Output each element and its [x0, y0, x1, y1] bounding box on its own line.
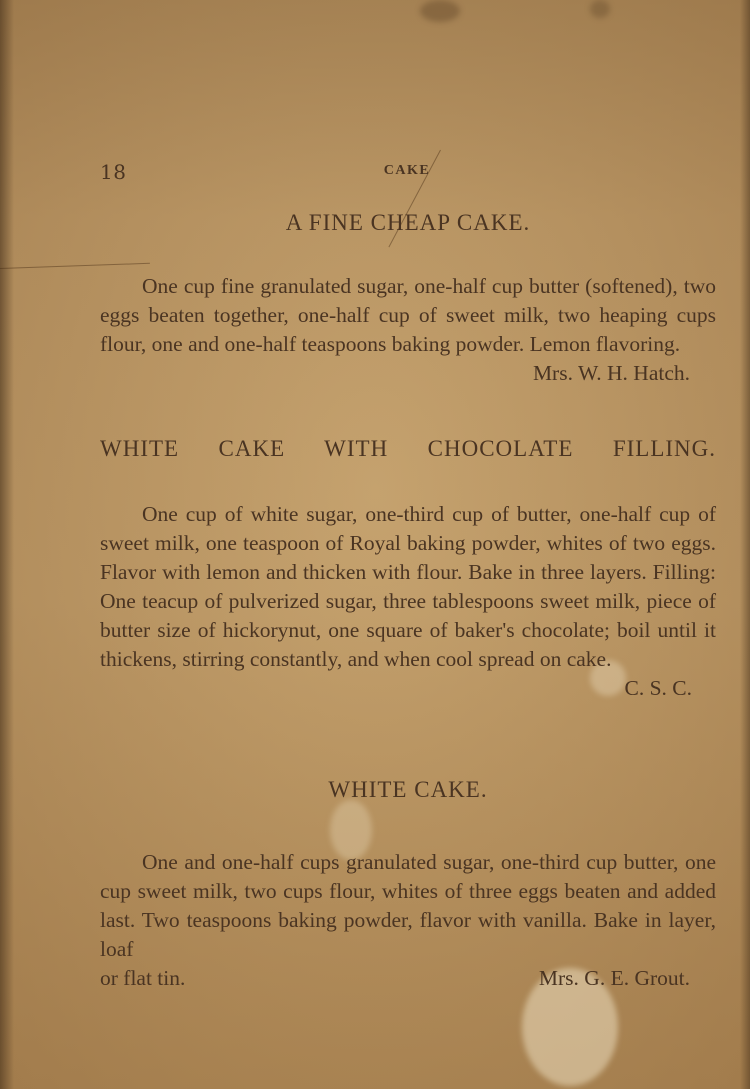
recipe: [100, 777, 716, 993]
running-head: CAKE: [383, 163, 431, 178]
recipe-body: One and one-half cups granulated sugar, one-third cup butter, one cup sweet milk, two cups flour, whites of three eggs beaten and added last. Two teaspoons baking powder, flavor with vanilla. Bake in layer, loaf: [100, 850, 716, 961]
paper-stain: [590, 0, 610, 18]
paper-stain: [420, 0, 460, 22]
recipe-attribution: Mrs. W. H. Hatch.: [532, 361, 690, 385]
recipe-body: One cup of white sugar, one-third cup of butter, one-half cup of sweet milk, one teaspoon of Royal baking powder, whites of two eggs. Flavor with lemon and thicken with flour. Bake in three layers. Filling: One teacup of pulverized sugar, three tablespoons sweet milk, piece of butter size of hickorynut, one square of baker's chocolate; boil until it thickens, stirring constantly, and when cool spread on cake.: [100, 502, 716, 671]
recipe-body: One cup fine granulated sugar, one-half cup butter (softened), two eggs beaten together, one-half cup of sweet milk, two heaping cups flour, one and one-half teaspoons baking powder. Lemon flavoring.: [100, 274, 716, 356]
recipe-title: A FINE CHEAP CAKE.: [285, 210, 531, 235]
recipe: [100, 436, 716, 703]
recipe: [100, 210, 716, 388]
page-number: 18: [100, 160, 127, 184]
recipe-title: WHITE CAKE.: [328, 777, 488, 802]
recipe-last-line: [100, 964, 716, 993]
recipe-attribution: C. S. C.: [624, 676, 692, 700]
recipe-body-end: or flat tin.: [100, 966, 186, 990]
recipe-title: WHITE CAKE WITH CHOCOLATE FILLING.: [100, 436, 716, 461]
recipe-attribution: Mrs. G. E. Grout.: [538, 966, 690, 990]
